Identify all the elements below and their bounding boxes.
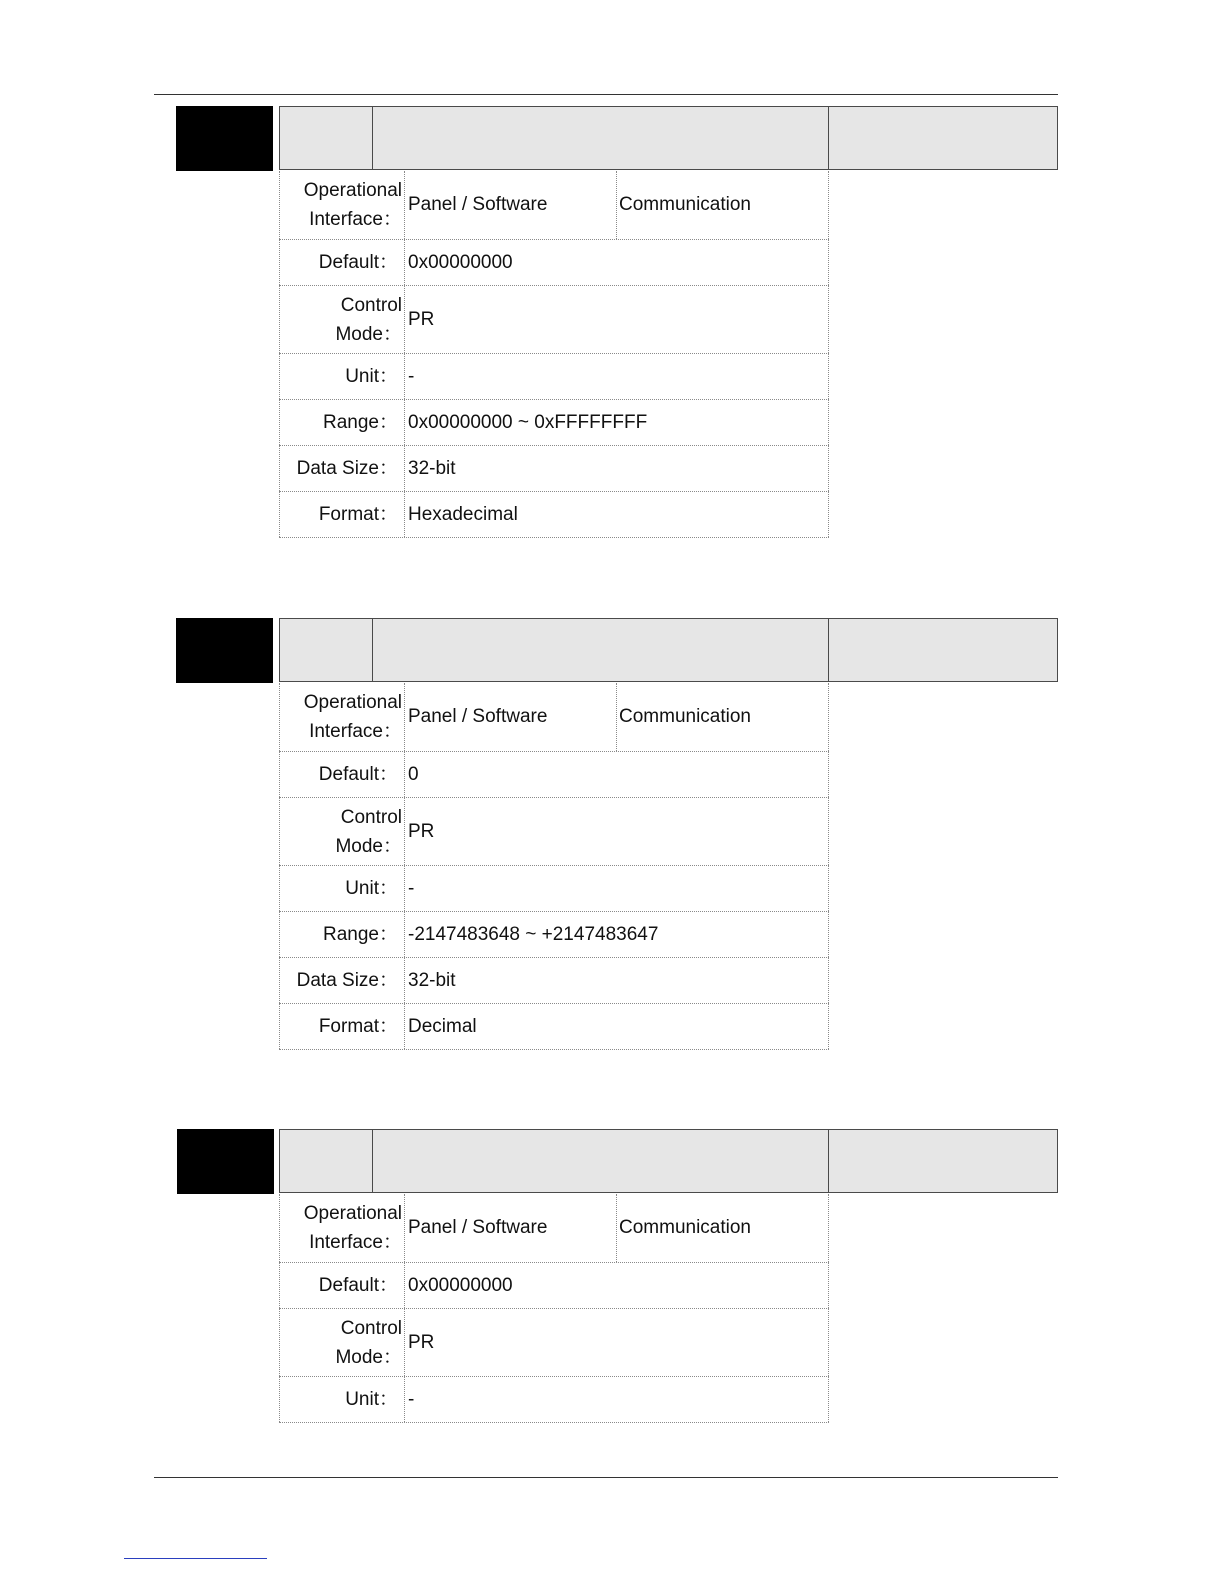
label-line: Mode： [335, 323, 402, 345]
label-line: Control [340, 806, 402, 828]
row-value: PR [406, 1309, 829, 1376]
communication-cell: Communication [619, 706, 751, 727]
row-value [406, 683, 829, 751]
data-size-row [279, 958, 829, 1004]
row-value: PR [406, 798, 829, 865]
row-label [279, 286, 405, 353]
parameter-code-box [176, 106, 273, 171]
operational-interface-row [279, 683, 829, 752]
panel-software-cell: Panel / Software [406, 171, 617, 239]
row-value [406, 171, 829, 239]
row-label: Format： [279, 492, 405, 537]
row-value: 0 [406, 752, 829, 797]
row-value: PR [406, 286, 829, 353]
parameter-title-cell [372, 618, 829, 682]
control-mode-row [279, 798, 829, 866]
operational-interface-row [279, 1194, 829, 1263]
row-label: Range： [279, 912, 405, 957]
row-label: Unit： [279, 866, 405, 911]
row-label: Default： [279, 1263, 405, 1308]
unit-row [279, 1377, 829, 1423]
row-value: 0x00000000 [406, 1263, 829, 1308]
default-row [279, 752, 829, 798]
row-value: 32-bit [406, 446, 829, 491]
row-label: Default： [279, 752, 405, 797]
row-label [279, 1309, 405, 1376]
unit-row [279, 354, 829, 400]
communication-cell: Communication [619, 194, 751, 215]
row-value: 0x00000000 [406, 240, 829, 285]
row-value: - [406, 354, 829, 399]
label-line: Mode： [335, 1346, 402, 1368]
panel-software-cell: Panel / Software [406, 683, 617, 751]
label-line: Control [340, 294, 402, 316]
row-value: 32-bit [406, 958, 829, 1003]
row-value [406, 1194, 829, 1262]
control-mode-row [279, 286, 829, 354]
label-line: Operational [303, 692, 402, 713]
row-label: Range： [279, 400, 405, 445]
parameter-code-box [176, 618, 273, 683]
range-row [279, 400, 829, 446]
range-row [279, 912, 829, 958]
row-value: Decimal [406, 1004, 829, 1049]
unit-row [279, 866, 829, 912]
parameter-title-cell [372, 106, 829, 170]
row-label: Format： [279, 1004, 405, 1049]
control-mode-row [279, 1309, 829, 1377]
row-label [279, 683, 405, 751]
row-label [279, 798, 405, 865]
parameter-address-cell [828, 618, 1058, 682]
label-line: Interface： [309, 721, 402, 742]
label-line: Operational [303, 1203, 402, 1224]
row-value: - [406, 866, 829, 911]
row-value: -2147483648 ~ +2147483647 [406, 912, 829, 957]
parameter-address-cell [828, 1129, 1058, 1193]
row-label: Data Size： [279, 958, 405, 1003]
header-rule [154, 94, 1058, 95]
row-value: Hexadecimal [406, 492, 829, 537]
row-label [279, 171, 405, 239]
parameter-header-cell [279, 106, 373, 170]
row-label: Unit： [279, 1377, 405, 1422]
data-size-row [279, 446, 829, 492]
row-label [279, 1194, 405, 1262]
operational-interface-row [279, 171, 829, 240]
parameter-code-box [177, 1129, 274, 1194]
panel-software-cell: Panel / Software [406, 1194, 617, 1262]
row-value: - [406, 1377, 829, 1422]
parameter-header-cell [279, 1129, 373, 1193]
footer-rule [154, 1477, 1058, 1478]
label-line: Operational [303, 180, 402, 201]
row-label: Data Size： [279, 446, 405, 491]
row-value: 0x00000000 ~ 0xFFFFFFFF [406, 400, 829, 445]
label-line: Interface： [309, 1232, 402, 1253]
format-row [279, 492, 829, 538]
format-row [279, 1004, 829, 1050]
parameter-header-cell [279, 618, 373, 682]
parameter-title-cell [372, 1129, 829, 1193]
parameter-address-cell [828, 106, 1058, 170]
label-line: Mode： [335, 835, 402, 857]
footer-link-underline [124, 1558, 267, 1559]
label-line: Control [340, 1317, 402, 1339]
label-line: Interface： [309, 209, 402, 230]
row-label: Unit： [279, 354, 405, 399]
communication-cell: Communication [619, 1217, 751, 1238]
default-row [279, 240, 829, 286]
default-row [279, 1263, 829, 1309]
row-label: Default： [279, 240, 405, 285]
